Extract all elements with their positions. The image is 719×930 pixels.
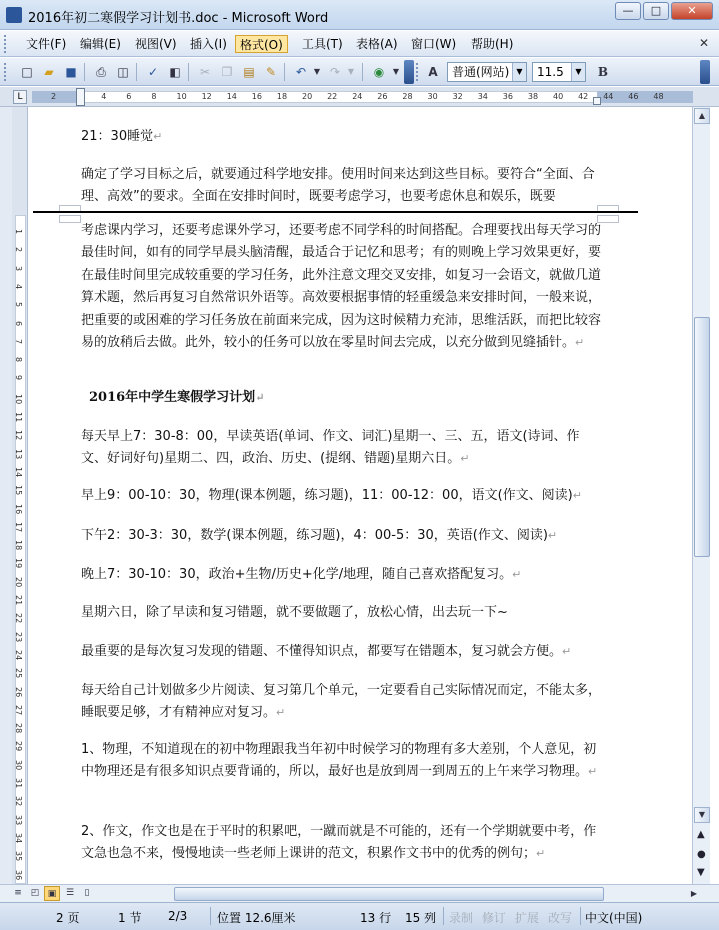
scrollbar-thumb[interactable] [694, 317, 710, 557]
section-heading[interactable]: 2016年中学生寒假学习计划↵ [89, 390, 265, 405]
ruler-tick-label: 16 [251, 92, 262, 101]
new-document-icon[interactable]: □ [21, 65, 33, 79]
hyperlink-icon[interactable]: ◉ [373, 65, 385, 79]
vruler-tick-label: 27 [14, 704, 23, 715]
paragraph[interactable]: 晚上7：30-10：30，政治+生物/历史+化学/地理，随自己喜欢搭配复习。↵ [81, 567, 522, 582]
paragraph[interactable]: 每天给自己计划做多少片阅读、复习第几个单元，一定要看自己实际情况而定，不能太多，睡眠要足够，才有精神应对复习。↵ [81, 683, 602, 721]
paragraph[interactable]: 考虑课内学习，还要考虑课外学习，还要考虑不同学科的时间搭配。合理要找出每天学习的最佳时间，如有的同学早晨头脑清醒，最适合于记忆和思考；有的则晚上学习效果更好，要在最佳时间里完成较重要的学习任务，此外注意文理交叉安排，如复习一会语文，就做几道算术题，然后再复习自然常识外语等。高效要根据事情的轻重缓急来安排时间，一般来说，把重要的或困难的学习任务放在前面来完成，因为这时候精力充沛，思维活跃，而把比较容易的放稍后去做。此外，较小的任务可以放在零星时间去完成，以充分做到见缝插针。↵ [81, 223, 602, 351]
spelling-check-icon[interactable]: ✓ [147, 65, 159, 79]
vruler-tick-label: 11 [14, 412, 23, 423]
maximize-button[interactable]: □ [643, 2, 669, 20]
vruler-tick-label: 12 [14, 430, 23, 441]
horizontal-scroll-row [0, 884, 719, 902]
menu-help[interactable]: 帮助(H) [471, 37, 514, 51]
scroll-down-icon[interactable]: ▼ [694, 807, 710, 823]
vruler-tick-label: 18 [14, 540, 23, 551]
copy-icon[interactable]: ❐ [221, 65, 233, 79]
ruler-tick-label: 18 [276, 92, 288, 101]
paragraph[interactable]: 21：30睡觉↵ [81, 129, 163, 144]
vruler-tick-label: 16 [14, 503, 23, 514]
menu-table[interactable]: 表格(A) [356, 37, 398, 51]
menu-tools[interactable]: 工具(T) [302, 37, 343, 51]
ruler-tick-label: 40 [553, 92, 564, 101]
menu-grip[interactable] [4, 35, 8, 53]
ruler-tick-label: 26 [377, 92, 388, 101]
page-corner-mark [59, 215, 81, 223]
vruler-tick-label: 5 [14, 302, 23, 308]
status-overtype[interactable]: 改写 [548, 911, 573, 925]
vruler-tick-label: 7 [14, 338, 23, 344]
vruler-tick-label: 34 [14, 832, 23, 844]
vruler-tick-label: 26 [14, 686, 23, 697]
ruler-tick-label: 32 [452, 92, 463, 101]
ruler-tick-label: 12 [201, 92, 212, 101]
ruler-tick-label: 28 [402, 92, 413, 101]
vruler-tick-label: 1 [14, 229, 23, 235]
menu-file[interactable]: 文件(F) [26, 37, 67, 51]
status-page[interactable]: 2 页 [56, 911, 80, 925]
status-section[interactable]: 1 节 [118, 911, 142, 925]
status-column[interactable]: 15 列 [405, 911, 437, 925]
vertical-ruler[interactable] [12, 107, 28, 884]
vruler-tick-label: 32 [14, 796, 23, 807]
vruler-tick-label: 15 [14, 485, 23, 496]
toolbar-separator [362, 63, 363, 81]
toolbar-options-icon[interactable] [700, 60, 710, 84]
ruler-tick-label: 48 [653, 92, 664, 101]
close-button[interactable]: ✕ [671, 2, 713, 20]
redo-icon[interactable]: ↷ [329, 65, 341, 79]
paragraph[interactable]: 确定了学习目标之后，就要通过科学地安排。使用时间来达到这些目标。要符合“全面、合理、高效”的要求。全面在安排时间时，既要考虑学习，也要考虑休息和娱乐，既要 [81, 167, 595, 205]
redo-dropdown-icon[interactable]: ▼ [347, 67, 355, 76]
status-page-of[interactable]: 2/3 [168, 909, 188, 923]
ruler-tick-label: 38 [527, 92, 539, 101]
status-separator [443, 907, 444, 925]
font-size-value: 11.5 [537, 65, 564, 79]
status-extend[interactable]: 扩展 [515, 911, 540, 925]
menu-bar [0, 31, 719, 57]
vruler-tick-label: 30 [14, 759, 23, 770]
ruler-tick-label: 10 [176, 92, 187, 101]
vertical-scrollbar[interactable] [692, 107, 710, 884]
left-gutter [0, 107, 12, 884]
vruler-tick-label: 25 [14, 668, 23, 679]
paragraph[interactable]: 早上9：00-10：30，物理(课本例题，练习题)，11：00-12：00，语文(作文、阅读)↵ [81, 488, 582, 503]
print-preview-icon[interactable]: ◫ [117, 65, 129, 79]
vruler-tick-label: 2 [14, 247, 23, 253]
ruler-tick-label: 2 [51, 92, 57, 101]
bold-button[interactable]: B [597, 65, 609, 79]
font-size-select[interactable] [532, 62, 586, 82]
status-language[interactable]: 中文(中国) [585, 911, 643, 925]
paragraph[interactable]: 下午2：30-3：30，数学(课本例题，练习题)，4：00-5：30，英语(作文、阅读)↵ [81, 528, 558, 543]
ruler-tick-label: 6 [126, 92, 132, 101]
vruler-tick-label: 31 [14, 778, 23, 789]
toolbar-separator [84, 63, 85, 81]
vruler-tick-label: 10 [14, 393, 23, 404]
paste-icon[interactable]: ▤ [243, 65, 255, 79]
scroll-right-icon[interactable]: ▶ [690, 889, 698, 898]
vruler-tick-label: 35 [14, 851, 23, 862]
open-folder-icon[interactable]: ▰ [44, 65, 54, 79]
status-line[interactable]: 13 行 [360, 911, 392, 925]
status-separator [210, 907, 211, 925]
chevron-down-icon[interactable]: ▼ [512, 63, 526, 81]
outline-view-icon[interactable]: ☰ [65, 888, 75, 898]
undo-icon[interactable]: ↶ [295, 65, 307, 79]
ruler-tick-label: 30 [427, 92, 438, 101]
status-bar [0, 902, 719, 930]
ruler-tick-label: 22 [327, 92, 338, 101]
style-value: 普通(网站) [452, 65, 510, 79]
chevron-down-icon[interactable]: ▼ [571, 63, 585, 81]
select-browse-object-icon[interactable]: ● [697, 849, 706, 860]
status-position[interactable]: 位置 12.6厘米 [217, 911, 296, 925]
vruler-tick-label: 28 [14, 723, 23, 734]
minimize-button[interactable]: — [615, 2, 641, 20]
title-bar [0, 0, 719, 30]
status-record[interactable]: 录制 [449, 911, 474, 925]
ruler-tick-label: 46 [628, 92, 639, 101]
ruler-tick-label: 4 [101, 92, 107, 101]
paragraph[interactable]: 最重要的是每次复习发现的错题、不懂得知识点，都要写在错题本，复习就会方便。↵ [81, 644, 572, 659]
standard-toolbar [0, 58, 719, 86]
hyperlink-dropdown-icon[interactable]: ▼ [392, 67, 400, 76]
document-canvas[interactable] [29, 107, 692, 884]
vruler-tick-label: 22 [14, 613, 23, 624]
toolbar-separator [136, 63, 137, 81]
vruler-tick-label: 36 [14, 869, 23, 880]
horizontal-scrollbar[interactable] [104, 887, 682, 901]
paragraph[interactable]: 星期六日，除了早读和复习错题，就不要做题了，放松心情，出去玩一下~ [81, 605, 508, 620]
vruler-tick-label: 23 [14, 631, 23, 642]
toolbar-separator [188, 63, 189, 81]
horizontal-ruler[interactable] [0, 87, 719, 107]
vruler-tick-label: 9 [14, 375, 23, 381]
menu-edit[interactable]: 编辑(E) [80, 37, 121, 51]
ruler-tick-label: 24 [352, 92, 363, 101]
vruler-tick-label: 6 [14, 320, 23, 326]
ruler-tick-label: 36 [502, 92, 513, 101]
status-separator [580, 907, 581, 925]
web-layout-icon[interactable]: ◰ [30, 888, 40, 898]
print-icon[interactable]: ⎙ [96, 65, 106, 79]
page-break-line [33, 211, 638, 213]
research-icon[interactable]: ◧ [169, 65, 181, 79]
indent-marker-icon[interactable] [76, 88, 85, 106]
ruler-tick-label: 44 [603, 92, 614, 101]
cut-icon[interactable]: ✂ [199, 65, 211, 79]
vruler-tick-label: 21 [14, 595, 23, 606]
normal-view-icon[interactable]: ≡ [14, 888, 22, 898]
horizontal-scroll-thumb[interactable] [174, 887, 604, 901]
styles-pane-icon[interactable]: A [428, 65, 438, 79]
ruler-tick-label: 8 [151, 92, 157, 101]
vruler-tick-label: 29 [14, 741, 23, 752]
vruler-tick-label: 14 [14, 466, 23, 478]
ruler-tick-label: 14 [226, 92, 237, 101]
reading-layout-icon[interactable]: ▯ [84, 888, 90, 898]
right-indent-marker-icon[interactable] [593, 97, 601, 105]
style-select[interactable] [447, 62, 527, 82]
paragraph[interactable]: 每天早上7：30-8：00，早读英语(单词、作文、词汇)星期一、三、五，语文(诗词、作文、好词好句)星期二、四，政治、历史、(提纲、错题)星期六日。↵ [81, 429, 580, 467]
scroll-up-icon[interactable]: ▲ [694, 108, 710, 124]
vruler-tick-label: 17 [14, 521, 23, 532]
menu-view[interactable]: 视图(V) [135, 37, 177, 51]
toolbar-separator [284, 63, 285, 81]
ruler-tick-label: 20 [302, 92, 313, 101]
close-document-icon[interactable]: ✕ [698, 36, 709, 50]
paragraph[interactable]: 2、作文，作文也是在于平时的积累吧，一蹴而就是不可能的，还有一个学期就要中考，作文急也急不来，慢慢地读一些老师上课讲的范文，积累作文书中的优秀的例句；↵ [81, 824, 597, 862]
word-app-icon[interactable] [6, 7, 22, 23]
status-track-changes[interactable]: 修订 [482, 911, 507, 925]
toolbar-grip[interactable] [4, 63, 8, 81]
vruler-tick-label: 3 [14, 265, 23, 271]
next-page-icon[interactable]: ▼ [697, 867, 705, 878]
paragraph[interactable]: 1、物理，不知道现在的初中物理跟我当年初中时候学习的物理有多大差别，个人意见，初中物理还是有很多知识点要背诵的，所以，最好也是放到周一到周五的上午来学习物理。↵ [81, 742, 598, 780]
vruler-tick-label: 24 [14, 649, 23, 661]
vruler-tick-label: 13 [14, 448, 23, 459]
vruler-tick-label: 20 [14, 576, 23, 587]
toolbar-grip[interactable] [416, 63, 420, 81]
vruler-tick-label: 8 [14, 357, 23, 363]
menu-insert[interactable]: 插入(I) [190, 37, 227, 51]
vruler-tick-label: 33 [14, 814, 23, 825]
window-title: 2016年初二寒假学习计划书.doc - Microsoft Word [28, 11, 329, 26]
undo-dropdown-icon[interactable]: ▼ [313, 67, 321, 76]
vruler-tick-label: 19 [14, 558, 23, 569]
toolbar-options-icon[interactable] [404, 60, 414, 84]
tab-selector[interactable]: L [13, 90, 27, 104]
menu-window[interactable]: 窗口(W) [411, 37, 457, 51]
ruler-tick-label: 42 [578, 92, 589, 101]
print-layout-icon[interactable]: ▣ [44, 886, 60, 901]
previous-page-icon[interactable]: ▲ [697, 829, 705, 840]
vruler-tick-label: 4 [14, 283, 23, 289]
save-icon[interactable]: ■ [65, 65, 77, 79]
menu-format[interactable]: 格式(O) [235, 35, 288, 53]
ruler-tick-label: 34 [477, 92, 488, 101]
format-painter-icon[interactable]: ✎ [265, 65, 277, 79]
